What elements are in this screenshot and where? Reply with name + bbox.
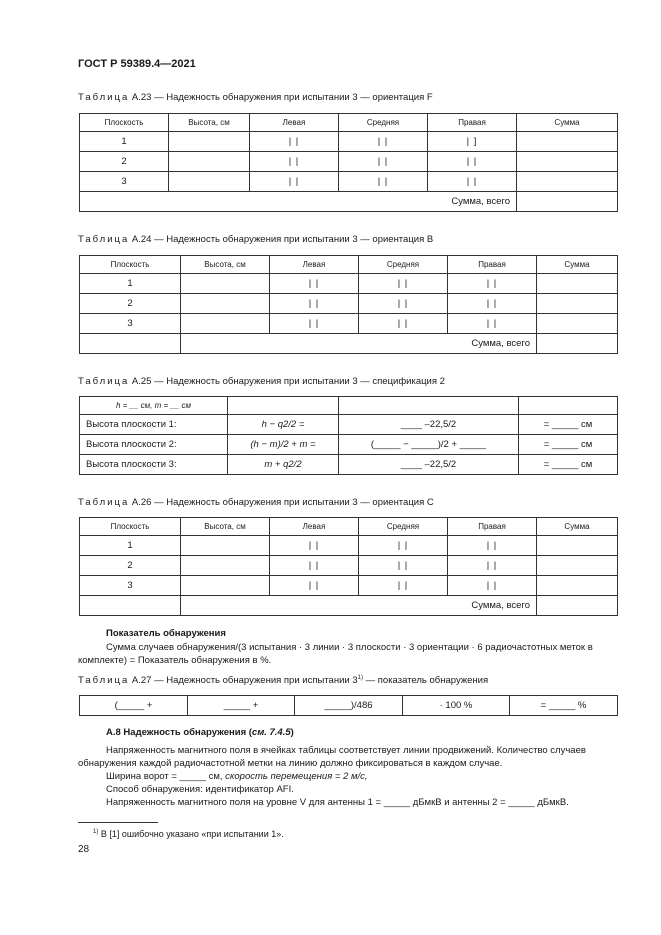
footnote	[93, 829, 284, 839]
plane-cell: 2	[80, 556, 181, 576]
plane-cell: 2	[80, 294, 181, 314]
result-cell: = _____ см	[519, 435, 618, 455]
col-left: Левая	[270, 518, 359, 536]
sum-cell	[537, 536, 618, 556]
table-a27-caption	[78, 675, 488, 686]
table-a26	[79, 517, 618, 616]
total-value	[537, 334, 618, 354]
right-cell: | |	[428, 152, 517, 172]
left-cell: | |	[270, 274, 359, 294]
col-plane: Плоскость	[80, 518, 181, 536]
table-row	[80, 314, 618, 334]
col-left: Левая	[270, 256, 359, 274]
formula-cell: m + q2/2	[228, 455, 339, 475]
left-cell: | |	[270, 556, 359, 576]
caption-text: A.26 — Надежность обнаружения при испытании 3 — ориентация C	[131, 497, 434, 508]
left-cell: | |	[250, 172, 339, 192]
move-speed: скорость перемещения = 2 м/с,	[225, 771, 368, 782]
sum-cell	[537, 274, 618, 294]
middle-cell: | |	[359, 274, 448, 294]
sum-cell	[537, 294, 618, 314]
total-value	[517, 192, 618, 212]
total-row	[80, 596, 618, 616]
col-right: Правая	[448, 256, 537, 274]
indicator-title: Показатель обнаружения	[106, 628, 226, 639]
col-plane: Плоскость	[80, 114, 169, 132]
table-a25	[79, 396, 618, 475]
plane-cell: 3	[80, 172, 169, 192]
left-cell: | |	[250, 132, 339, 152]
table-row	[80, 455, 618, 475]
middle-cell: | |	[359, 314, 448, 334]
caption-prefix: Таблица	[78, 376, 130, 387]
section-title-ref: см. 7.4.5	[251, 727, 291, 738]
calc-cell: ____ –22,5/2	[339, 455, 519, 475]
plane-cell: 3	[80, 314, 181, 334]
table-a26-caption	[78, 497, 434, 508]
right-cell: | |	[448, 314, 537, 334]
right-cell: | |	[448, 556, 537, 576]
total-value	[537, 596, 618, 616]
table-a25-caption	[78, 376, 445, 387]
empty-head	[339, 397, 519, 415]
section-a8-p3: Способ обнаружения: идентификатор AFI.	[106, 784, 294, 795]
table-row	[80, 415, 618, 435]
col-right: Правая	[428, 114, 517, 132]
term-cell: _____ +	[188, 696, 295, 716]
table-row	[80, 536, 618, 556]
middle-cell: | |	[359, 576, 448, 596]
table-a24	[79, 255, 618, 354]
col-middle: Средняя	[339, 114, 428, 132]
right-cell: | ]	[428, 132, 517, 152]
total-row	[80, 334, 618, 354]
caption-text: A.23 — Надежность обнаружения при испытании 3 — ориентация F	[131, 92, 433, 103]
document-header: ГОСТ Р 59389.4—2021	[78, 58, 196, 70]
table-row	[80, 435, 618, 455]
term-cell: _____)/486	[295, 696, 403, 716]
gate-width: Ширина ворот = _____ см,	[106, 771, 226, 782]
total-empty-1	[80, 596, 181, 616]
total-label: Сумма, всего	[181, 334, 537, 354]
section-a8-title	[106, 726, 616, 739]
empty-head	[228, 397, 339, 415]
params-cell: h = __ см, m = __ см	[80, 397, 228, 415]
plane-cell: 1	[80, 132, 169, 152]
sum-cell	[537, 556, 618, 576]
total-label: Сумма, всего	[181, 596, 537, 616]
table-row	[80, 294, 618, 314]
sum-cell	[517, 152, 618, 172]
indicator-text: Сумма случаев обнаружения/(3 испытания · 3 линии · 3 плоскости · 3 ориентации · 6 радиочастотных меток в комплекте) = Показатель обнаружения в %.	[78, 642, 593, 666]
middle-cell: | |	[339, 172, 428, 192]
sum-cell	[517, 172, 618, 192]
section-a8-p1: Напряженность магнитного поля в ячейках таблицы соответствует линии продвижений. Количество случаев обнаружения каждой радиочастотной метки на линию должно фиксироваться в каждом случае.	[78, 745, 586, 769]
col-plane: Плоскость	[80, 256, 181, 274]
sum-cell	[517, 132, 618, 152]
table-a27	[79, 695, 618, 716]
height-cell	[181, 536, 270, 556]
formula-cell: h − q2/2 =	[228, 415, 339, 435]
right-cell: | |	[448, 274, 537, 294]
table-header-row	[80, 397, 618, 415]
caption-prefix: Таблица	[78, 497, 130, 508]
table-a24-caption	[78, 234, 433, 245]
calc-cell: ____ –22,5/2	[339, 415, 519, 435]
table-row	[80, 132, 618, 152]
right-cell: | |	[448, 536, 537, 556]
table-header-row	[80, 518, 618, 536]
height-cell	[181, 274, 270, 294]
table-row	[80, 274, 618, 294]
percent-cell: · 100 %	[403, 696, 510, 716]
height-cell	[169, 172, 250, 192]
plane-cell: 1	[80, 536, 181, 556]
empty-head	[519, 397, 618, 415]
middle-cell: | |	[359, 294, 448, 314]
table-row	[80, 696, 618, 716]
col-sum: Сумма	[517, 114, 618, 132]
section-a8-p4: Напряженность магнитного поля на уровне V для антенны 1 = _____ дБмкВ и антенны 2 = _____ дБмкВ.	[106, 797, 569, 808]
plane-height-label: Высота плоскости 1:	[80, 415, 228, 435]
caption-prefix: Таблица	[78, 675, 130, 687]
table-row	[80, 152, 618, 172]
plane-cell: 3	[80, 576, 181, 596]
footnote-text: В [1] ошибочно указано «при испытании 1».	[98, 829, 284, 839]
table-row	[80, 556, 618, 576]
sum-cell	[537, 576, 618, 596]
middle-cell: | |	[359, 536, 448, 556]
left-cell: | |	[270, 536, 359, 556]
right-cell: | |	[448, 294, 537, 314]
left-cell: | |	[250, 152, 339, 172]
col-height: Высота, см	[181, 256, 270, 274]
height-cell	[169, 152, 250, 172]
sum-cell	[537, 314, 618, 334]
col-left: Левая	[250, 114, 339, 132]
section-a8-p2	[106, 770, 616, 783]
total-label: Сумма, всего	[80, 192, 517, 212]
section-title-text: A.8 Надежность обнаружения (	[106, 727, 252, 738]
table-header-row	[80, 114, 618, 132]
term-cell: (_____ +	[80, 696, 188, 716]
table-a23-caption	[78, 92, 433, 103]
caption-tail: — показатель обнаружения	[362, 675, 489, 687]
height-cell	[181, 314, 270, 334]
right-cell: | |	[448, 576, 537, 596]
section-title-end: )	[290, 727, 294, 738]
height-cell	[181, 556, 270, 576]
col-height: Высота, см	[169, 114, 250, 132]
right-cell: | |	[428, 172, 517, 192]
table-header-row	[80, 256, 618, 274]
footnote-separator	[78, 822, 158, 823]
page-number: 28	[78, 844, 90, 855]
caption-prefix: Таблица	[78, 234, 130, 245]
caption-footnote-mark: 1)	[357, 675, 363, 681]
height-cell	[181, 576, 270, 596]
col-middle: Средняя	[359, 256, 448, 274]
footnote-mark: 1)	[93, 829, 99, 835]
height-cell	[181, 294, 270, 314]
caption-text: A.24 — Надежность обнаружения при испытании 3 — ориентация B	[131, 234, 434, 245]
height-cell	[169, 132, 250, 152]
plane-cell: 2	[80, 152, 169, 172]
caption-text: A.25 — Надежность обнаружения при испытании 3 — спецификация 2	[131, 376, 445, 387]
middle-cell: | |	[339, 152, 428, 172]
col-height: Высота, см	[181, 518, 270, 536]
plane-height-label: Высота плоскости 3:	[80, 455, 228, 475]
table-row	[80, 172, 618, 192]
col-right: Правая	[448, 518, 537, 536]
middle-cell: | |	[339, 132, 428, 152]
calc-cell: (_____ − _____)/2 + _____	[339, 435, 519, 455]
table-row	[80, 576, 618, 596]
result-cell: = _____ см	[519, 455, 618, 475]
table-a23	[79, 113, 618, 212]
formula-cell: (h − m)/2 + m =	[228, 435, 339, 455]
left-cell: | |	[270, 294, 359, 314]
result-cell: = _____ %	[510, 696, 618, 716]
plane-height-label: Высота плоскости 2:	[80, 435, 228, 455]
middle-cell: | |	[359, 556, 448, 576]
total-empty-1	[80, 334, 181, 354]
total-row	[80, 192, 618, 212]
col-middle: Средняя	[359, 518, 448, 536]
col-sum: Сумма	[537, 518, 618, 536]
result-cell: = _____ см	[519, 415, 618, 435]
plane-cell: 1	[80, 274, 181, 294]
col-sum: Сумма	[537, 256, 618, 274]
left-cell: | |	[270, 314, 359, 334]
caption-text: A.27 — Надежность обнаружения при испытании 3	[131, 675, 358, 687]
left-cell: | |	[270, 576, 359, 596]
caption-prefix: Таблица	[78, 92, 130, 103]
